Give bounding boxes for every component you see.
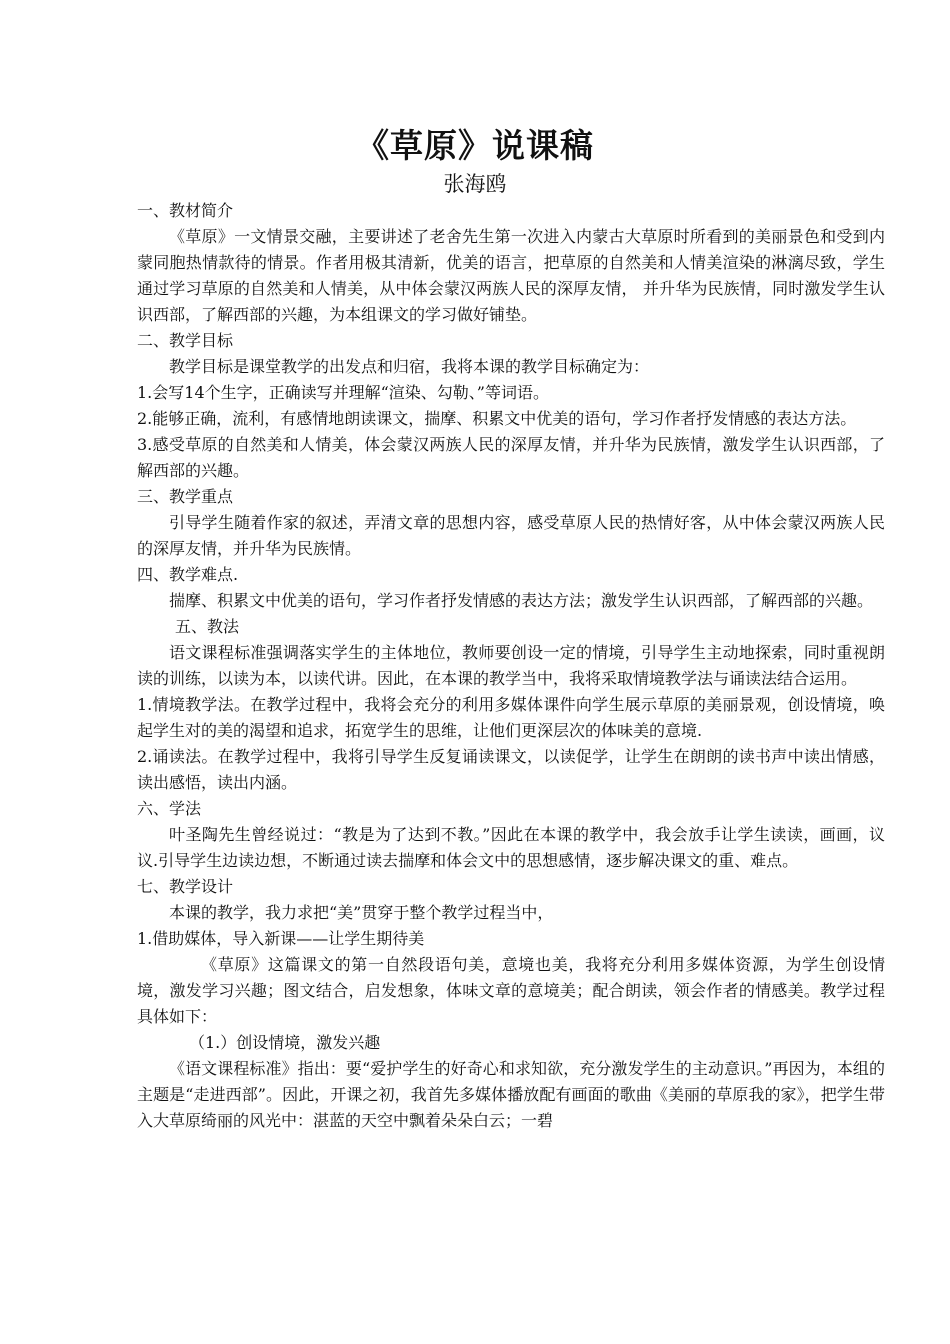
paragraph: 2.诵读法。在教学过程中，我将引导学生反复诵读课文，以读促学，让学生在朗朗的读书声中读出情感，读出感悟，读出内涵。 bbox=[137, 747, 885, 792]
paragraph: 1.借助媒体，导入新课——让学生期待美 bbox=[137, 929, 425, 948]
paragraph: 1.会写14个生字，正确读写并理解“渲染、勾勒、”等词语。 bbox=[137, 383, 549, 402]
paragraph: 本课的教学，我力求把“美”贯穿于整个教学过程当中， bbox=[169, 903, 554, 922]
section-heading: 七、教学设计 bbox=[137, 877, 234, 896]
document-title: 《草原》说课稿 bbox=[356, 126, 594, 165]
paragraph: 揣摩、积累文中优美的语句，学习作者抒发情感的表达方法；激发学生认识西部，了解西部的兴趣。 bbox=[169, 591, 874, 610]
paragraph: 2.能够正确，流利，有感情地朗读课文，揣摩、积累文中优美的语句，学习作者抒发情感的表达方法。 bbox=[137, 409, 857, 428]
section-heading: 一、教材简介 bbox=[137, 201, 234, 220]
section-heading: 六、学法 bbox=[137, 799, 202, 818]
paragraph: 1.情境教学法。在教学过程中，我将会充分的利用多媒体课件向学生展示草原的美丽景观，创设情境，唤起学生对的美的渴望和追求，拓宽学生的思维，让他们更深层次的体味美的意境. bbox=[137, 695, 885, 740]
paragraph: 语文课程标准强调落实学生的主体地位，教师要创设一定的情境，引导学生主动地探索，同时重视朗读的训练，以读为本，以读代讲。因此，在本课的教学当中，我将采取情境教学法与诵读法结合运用。 bbox=[137, 643, 885, 688]
document-body bbox=[137, 198, 885, 1134]
paragraph: 教学目标是课堂教学的出发点和归宿，我将本课的教学目标确定为： bbox=[169, 357, 650, 376]
paragraph: 《草原》一文情景交融，主要讲述了老舍先生第一次进入内蒙古大草原时所看到的美丽景色和受到内蒙同胞热情款待的情景。作者用极其清新，优美的语言，把草原的自然美和人情美渲染的淋漓尽致，学生通过学习草原的自然美和人情美，从中体会蒙汉两族人民的深厚友情， 并升华为民族情，同时激发学生认识西部，了解西部的兴趣，为本组课文的学习做好铺垫。 bbox=[137, 227, 885, 324]
paragraph: 3.感受草原的自然美和人情美，体会蒙汉两族人民的深厚友情，并升华为民族情，激发学生认识西部，了解西部的兴趣。 bbox=[137, 435, 885, 480]
paragraph: 引导学生随着作家的叙述，弄清文章的思想内容，感受草原人民的热情好客，从中体会蒙汉两族人民的深厚友情，并升华为民族情。 bbox=[137, 513, 885, 558]
paragraph: 叶圣陶先生曾经说过：“教是为了达到不教。”因此在本课的教学中，我会放手让学生读读，画画，议议.引导学生边读边想，不断通过读去揣摩和体会文中的思想感情，逐步解决课文的重、难点。 bbox=[137, 825, 885, 870]
section-heading: 四、教学难点. bbox=[137, 565, 239, 584]
section-heading: 五、教法 bbox=[175, 617, 240, 636]
section-heading: 二、教学目标 bbox=[137, 331, 234, 350]
paragraph: （1.）创设情境，激发兴趣 bbox=[189, 1033, 381, 1052]
paragraph: 《草原》这篇课文的第一自然段语句美，意境也美，我将充分利用多媒体资源，为学生创设情境，激发学习兴趣；图文结合，启发想象，体味文章的意境美；配合朗读，领会作者的情感美。教学过程具体如下： bbox=[137, 955, 885, 1026]
section-heading: 三、教学重点 bbox=[137, 487, 234, 506]
document-author: 张海鸥 bbox=[443, 172, 507, 196]
paragraph: 《语文课程标准》指出：要“爱护学生的好奇心和求知欲，充分激发学生的主动意识。”再因为，本组的主题是“走进西部”。因此，开课之初，我首先多媒体播放配有画面的歌曲《美丽的草原我的家》，把学生带入大草原绮丽的风光中：湛蓝的天空中飘着朵朵白云；一碧 bbox=[137, 1059, 885, 1130]
